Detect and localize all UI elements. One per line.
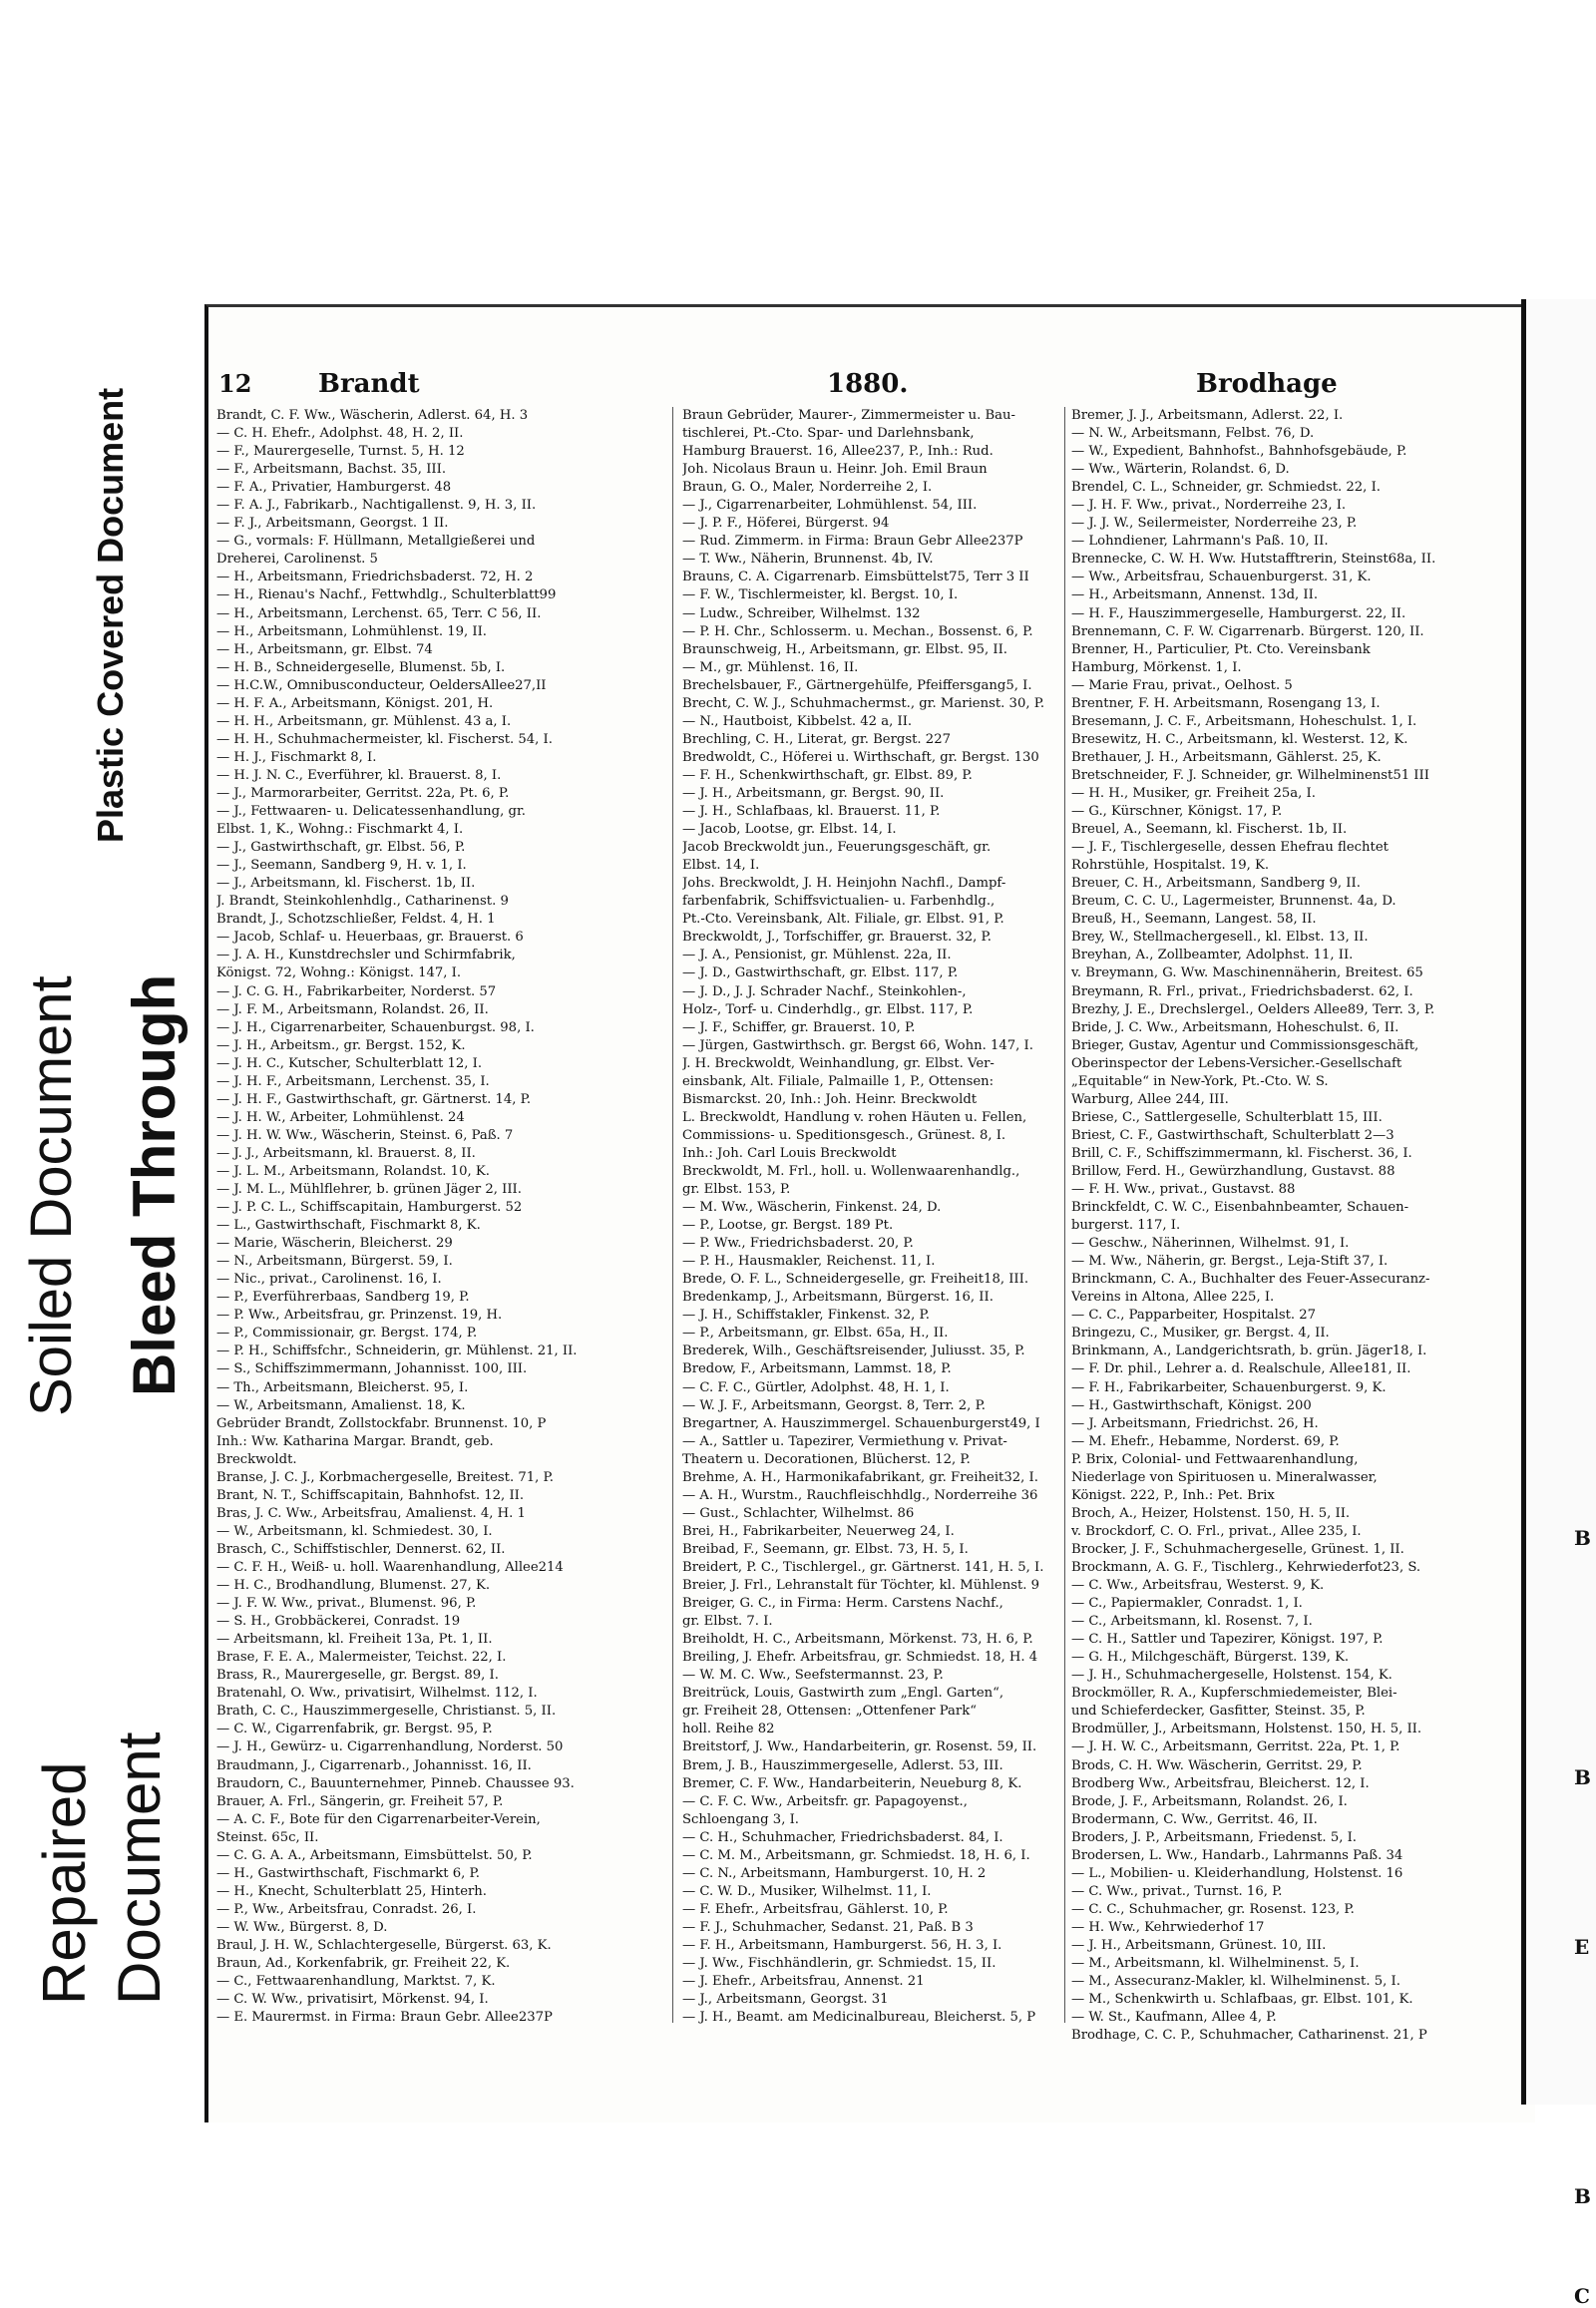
directory-entry: Steinst. 65c, II. (216, 1829, 319, 1845)
directory-entry: — C. W., Cigarrenfabrik, gr. Bergst. 95, P. (216, 1722, 493, 1737)
directory-entry: — L., Mobilien- u. Kleiderhandlung, Holstenst. 16 (1071, 1865, 1403, 1881)
directory-entry: — H., Arbeitsmann, gr. Elbst. 74 (216, 641, 433, 657)
directory-entry: Braun, Ad., Korkenfabrik, gr. Freiheit 22, K. (216, 1956, 511, 1972)
directory-entry: — P., Ww., Arbeitsfrau, Conradst. 26, I. (216, 1901, 477, 1917)
directory-entry: — Marie, Wäscherin, Bleicherst. 29 (216, 1236, 453, 1252)
directory-entry: Brinckfeldt, C. W. C., Eisenbahnbeamter, Schauen- (1071, 1200, 1409, 1216)
directory-entry: — M. Ww., Wäscherin, Finkenst. 24, D. (682, 1200, 942, 1216)
directory-entry: — G., Kürschner, Königst. 17, P. (1071, 804, 1283, 820)
directory-entry: — J. H., Beamt. am Medicinalbureau, Bleicherst. 5, P (682, 2010, 1036, 2026)
column-right (1071, 407, 1455, 2045)
directory-entry: Breyhan, A., Zollbeamter, Adolphst. 11, II. (1071, 948, 1354, 963)
directory-entry: Brennemann, C. F. W. Cigarrenarb. Bürgerst. 120, II. (1071, 623, 1424, 639)
directory-entry: Breiger, G. C., in Firma: Herm. Carstens Nachf., (682, 1596, 1003, 1612)
directory-entry: — J. H., Arbeitsmann, gr. Bergst. 90, II. (682, 785, 945, 801)
directory-entry: — P., Everführerbaas, Sandberg 19, P. (216, 1290, 470, 1306)
directory-entry: — F., Maurergeselle, Turnst. 5, H. 12 (216, 444, 465, 460)
edge-letter: B (1574, 1526, 1591, 1550)
directory-entry: Brodermann, C. Ww., Gerritst. 46, II. (1071, 1811, 1318, 1827)
directory-entry: — P., Commissionair, gr. Bergst. 174, P. (216, 1326, 478, 1342)
directory-entry: Braun Gebrüder, Maurer-, Zimmermeister u. Bau- (682, 408, 1015, 423)
directory-entry: Braul, J. H. W., Schlachtergeselle, Bürgerst. 63, K. (216, 1937, 552, 1953)
directory-entry: — J. H. F., Arbeitsmann, Lerchenst. 35, I. (216, 1073, 490, 1089)
directory-entry: L. Breckwoldt, Handlung v. rohen Häuten u. Fellen, (682, 1109, 1027, 1125)
directory-entry: Brechling, C. H., Literat, gr. Bergst. 227 (682, 731, 951, 747)
directory-entry: Bregartner, A. Hauszimmergel. Schauenburgerst49, I (682, 1415, 1040, 1431)
directory-entry: — J., Seemann, Sandberg 9, H. v. 1, I. (216, 858, 467, 874)
directory-entry: gr. Elbst. 153, P. (682, 1182, 791, 1198)
directory-entry: — G., vormals: F. Hüllmann, Metallgießerei und (216, 534, 536, 550)
directory-entry: Brandt, C. F. Ww., Wäscherin, Adlerst. 64, H. 3 (216, 408, 529, 423)
directory-entry: Holz-, Torf- u. Cinderhdlg., gr. Elbst. 117, P. (682, 1001, 974, 1017)
directory-entry: Braudorn, C., Bauunternehmer, Pinneb. Chaussee 93. (216, 1775, 575, 1791)
stamp-bleed-through: Bleed Through (121, 973, 188, 1396)
directory-entry: — F. H. Ww., privat., Gustavst. 88 (1071, 1182, 1296, 1198)
header-left-word: Brandt (318, 369, 420, 399)
directory-entry: Bratenahl, O. Ww., privatisirt, Wilhelmst. 112, I. (216, 1686, 538, 1702)
directory-entry: Hamburg Brauerst. 16, Allee237, P., Inh.: Rud. (682, 444, 994, 460)
directory-entry: J. Brandt, Steinkohlenhdlg., Catharinenst. 9 (216, 894, 509, 910)
directory-entry: Schloengang 3, I. (682, 1811, 799, 1827)
directory-entry: Brinckmann, C. A., Buchhalter des Feuer-Assecuranz- (1071, 1272, 1430, 1288)
directory-entry: Vereins in Altona, Allee 225, I. (1071, 1290, 1275, 1306)
directory-entry: Brezhy, J. E., Drechslergel., Oelders Allee89, Terr. 3, P. (1071, 1001, 1435, 1017)
directory-entry: Breymann, R. Frl., privat., Friedrichsbaderst. 62, I. (1071, 983, 1413, 999)
stamp-plastic-covered: Plastic Covered Document (90, 387, 131, 843)
stamp-repaired-line1: Repaired (31, 1761, 98, 2005)
directory-entry: Joh. Nicolaus Braun u. Heinr. Joh. Emil Braun (682, 462, 988, 478)
directory-entry: Branse, J. C. J., Korbmachergeselle, Breitest. 71, P. (216, 1469, 554, 1485)
directory-entry: farbenfabrik, Schiffsvictualien- u. Farbenhdlg., (682, 894, 996, 910)
directory-entry: — M. Ww., Näherin, gr. Bergst., Leja-Stift 37, I. (1071, 1254, 1389, 1270)
directory-entry: — Ludw., Schreiber, Wilhelmst. 132 (682, 605, 921, 621)
directory-entry: — P. Ww., Arbeitsfrau, gr. Prinzenst. 19, H. (216, 1308, 503, 1324)
directory-entry: — A. C. F., Bote für den Cigarrenarbeiter-Verein, (216, 1811, 541, 1827)
directory-entry: — H. J., Fischmarkt 8, I. (216, 749, 377, 765)
directory-entry: holl. Reihe 82 (682, 1722, 775, 1737)
directory-entry: Breitrück, Louis, Gastwirth zum „Engl. Garten“, (682, 1686, 1004, 1702)
directory-entry: Brauns, C. A. Cigarrenarb. Eimsbüttelst75, Terr 3 II (682, 570, 1029, 585)
directory-entry: — E. Maurermst. in Firma: Braun Gebr. Allee237P (216, 2010, 553, 2026)
directory-entry: — F. H., Arbeitsmann, Hamburgerst. 56, H. 3, I. (682, 1937, 1002, 1953)
directory-entry: — P. H. Chr., Schlosserm. u. Mechan., Bossenst. 6, P. (682, 623, 1033, 639)
page-header (208, 369, 1535, 403)
directory-entry: Brocker, J. F., Schuhmachergeselle, Grünest. 1, II. (1071, 1541, 1404, 1557)
directory-entry: — J. H., Arbeitsm., gr. Bergst. 152, K. (216, 1037, 466, 1053)
directory-entry: Breuß, H., Seemann, Langest. 58, II. (1071, 912, 1317, 928)
directory-entry: — H. B., Schneidergeselle, Blumenst. 5b, I. (216, 659, 506, 675)
stamp-soiled: Soiled Document (19, 975, 84, 1416)
directory-entry: — Nic., privat., Carolinenst. 16, I. (216, 1272, 442, 1288)
directory-entry: — A. H., Wurstm., Rauchfleischhdlg., Norderreihe 36 (682, 1487, 1038, 1503)
directory-entry: — C., Fettwaarenhandlung, Marktst. 7, K. (216, 1974, 496, 1990)
directory-entry: Gebrüder Brandt, Zollstockfabr. Brunnenst. 10, P (216, 1415, 547, 1431)
directory-entry: — A., Sattler u. Tapezirer, Vermiethung v. Privat- (682, 1433, 1007, 1449)
directory-entry: — Jacob, Lootse, gr. Elbst. 14, I. (682, 822, 897, 838)
directory-entry: Broders, J. P., Arbeitsmann, Friedenst. 5, I. (1071, 1829, 1357, 1845)
page-number: 12 (218, 369, 252, 398)
directory-entry: Breckwoldt, J., Torfschiffer, gr. Brauerst. 32, P. (682, 930, 992, 946)
directory-entry: Bresemann, J. C. F., Arbeitsmann, Hoheschulst. 1, I. (1071, 713, 1417, 729)
directory-entry: Brillow, Ferd. H., Gewürzhandlung, Gustavst. 88 (1071, 1163, 1396, 1179)
directory-entry: — J. H., Schlafbaas, kl. Brauerst. 11, P. (682, 804, 941, 820)
directory-entry: Brennecke, C. W. H. Ww. Hutstafftrerin, Steinst68a, II. (1071, 552, 1436, 568)
directory-entry: Breiling, J. Ehefr. Arbeitsfrau, gr. Schmiedst. 18, H. 4 (682, 1650, 1038, 1666)
directory-entry: Braun, G. O., Maler, Norderreihe 2, I. (682, 480, 933, 496)
directory-entry: Königst. 222, P., Inh.: Pet. Brix (1071, 1487, 1275, 1503)
directory-entry: — C. G. A. A., Arbeitsmann, Eimsbüttelst. 50, P. (216, 1847, 533, 1863)
directory-entry: — F. A. J., Fabrikarb., Nachtigallenst. 9, H. 3, II. (216, 498, 537, 514)
directory-entry: Inh.: Ww. Katharina Margar. Brandt, geb. (216, 1433, 494, 1449)
directory-entry: Brentner, F. H. Arbeitsmann, Rosengang 13, I. (1071, 695, 1381, 711)
directory-entry: — J., Cigarrenarbeiter, Lohmühlenst. 54, III. (682, 498, 978, 514)
directory-entry: — J. Arbeitsmann, Friedrichst. 26, H. (1071, 1415, 1319, 1431)
directory-entry: — W. Ww., Bürgerst. 8, D. (216, 1919, 388, 1935)
directory-entry: Brass, R., Maurergeselle, gr. Bergst. 89, I. (216, 1668, 499, 1684)
directory-entry: — J., Arbeitsmann, kl. Fischerst. 1b, II. (216, 876, 476, 892)
directory-entry: Braunschweig, H., Arbeitsmann, gr. Elbst. 95, II. (682, 641, 1007, 657)
directory-entry: — J. J., Arbeitsmann, kl. Brauerst. 8, II. (216, 1145, 476, 1161)
edge-letter: C (1574, 2284, 1590, 2308)
directory-entry: Brehme, A. H., Harmonikafabrikant, gr. Freiheit32, I. (682, 1469, 1038, 1485)
directory-entry: — J. H. C., Kutscher, Schulterblatt 12, I. (216, 1055, 483, 1071)
directory-entry: Brauer, A. Frl., Sängerin, gr. Freiheit 57, P. (216, 1793, 504, 1809)
directory-entry: — M., Schenkwirth u. Schlafbaas, gr. Elbst. 101, K. (1071, 1992, 1413, 2008)
directory-entry: — J. P. C. L., Schiffscapitain, Hamburgerst. 52 (216, 1200, 523, 1216)
directory-entry: v. Breymann, G. Ww. Maschinennäherin, Breitest. 65 (1071, 965, 1423, 981)
directory-entry: Brodmüller, J., Arbeitsmann, Holstenst. 150, H. 5, II. (1071, 1722, 1422, 1737)
directory-entry: — J. H., Schiffstakler, Finkenst. 32, P. (682, 1308, 930, 1324)
directory-entry: tischlerei, Pt.-Cto. Spar- und Darlehnsbank, (682, 426, 975, 442)
directory-entry: Bringezu, C., Musiker, gr. Bergst. 4, II. (1071, 1326, 1330, 1342)
directory-entry: — H., Arbeitsmann, Lohmühlenst. 19, II. (216, 623, 487, 639)
directory-entry: Brockmöller, R. A., Kupferschmiedemeister, Blei- (1071, 1686, 1397, 1702)
directory-entry: — Ww., Arbeitsfrau, Schauenburgerst. 31, K. (1071, 570, 1372, 585)
edge-letter: E (1574, 1935, 1590, 1959)
directory-entry: Brodhage, C. C. P., Schuhmacher, Catharinenst. 21, P (1071, 2028, 1427, 2044)
directory-entry: Breckwoldt. (216, 1451, 297, 1467)
directory-entry: Brill, C. F., Schiffszimmermann, kl. Fischerst. 36, I. (1071, 1145, 1412, 1161)
directory-entry: Brei, H., Fabrikarbeiter, Neuerweg 24, I. (682, 1523, 955, 1539)
directory-entry: — F. Dr. phil., Lehrer a. d. Realschule, Allee181, II. (1071, 1361, 1411, 1377)
directory-entry: — P. Ww., Friedrichsbaderst. 20, P. (682, 1236, 914, 1252)
directory-entry: — M. Ehefr., Hebamme, Norderst. 69, P. (1071, 1433, 1340, 1449)
directory-entry: — J. H., Arbeitsmann, Grünest. 10, III. (1071, 1937, 1327, 1953)
directory-entry: Brase, F. E. A., Malermeister, Teichst. 22, I. (216, 1650, 507, 1666)
directory-entry: — H., Rienau's Nachf., Fettwhdlg., Schulterblatt99 (216, 587, 557, 603)
directory-entry: Breidert, P. C., Tischlergel., gr. Gärtnerst. 141, H. 5, I. (682, 1560, 1044, 1575)
directory-entry: Brederek, Wilh., Geschäftsreisender, Juliusst. 35, P. (682, 1344, 1025, 1359)
directory-entry: — J. F., Schiffer, gr. Brauerst. 10, P. (682, 1019, 916, 1035)
header-right-word: Brodhage (1196, 369, 1338, 399)
directory-entry: — W., Arbeitsmann, Amalienst. 18, K. (216, 1397, 466, 1413)
directory-entry: Brendel, C. L., Schneider, gr. Schmiedst. 22, I. (1071, 480, 1381, 496)
stamp-repaired-line2: Document (106, 1731, 173, 2005)
directory-entry: — H. H., Schuhmachermeister, kl. Fischerst. 54, I. (216, 731, 553, 747)
directory-entry: — M., Arbeitsmann, kl. Wilhelminenst. 5, I. (1071, 1956, 1360, 1972)
directory-entry: — F. Ehefr., Arbeitsfrau, Gählerst. 10, P. (682, 1901, 949, 1917)
directory-entry: Pt.-Cto. Vereinsbank, Alt. Filiale, gr. Elbst. 91, P. (682, 912, 1004, 928)
directory-entry: burgerst. 117, I. (1071, 1218, 1181, 1234)
directory-entry: — F. W., Tischlermeister, kl. Bergst. 10, I. (682, 587, 959, 603)
directory-entry: Dreherei, Carolinenst. 5 (216, 552, 378, 568)
directory-entry: Brinkmann, A., Landgerichtsrath, b. grün. Jäger18, I. (1071, 1344, 1427, 1359)
directory-entry: — C. F. C. Ww., Arbeitsfr. gr. Papagoyenst., (682, 1793, 968, 1809)
directory-entry: — N., Hautboist, Kibbelst. 42 a, II. (682, 713, 913, 729)
directory-entry: — J., Gastwirthschaft, gr. Elbst. 56, P. (216, 840, 466, 856)
directory-entry: Bretschneider, F. J. Schneider, gr. Wilhelminenst51 III (1071, 767, 1429, 783)
directory-entry: Breitstorf, J. Ww., Handarbeiterin, gr. Rosenst. 59, II. (682, 1739, 1037, 1755)
directory-entry: Inh.: Joh. Carl Louis Breckwoldt (682, 1145, 897, 1161)
directory-entry: — Marie Frau, privat., Oelhost. 5 (1071, 677, 1293, 693)
directory-entry: — H. J. N. C., Everführer, kl. Brauerst. 8, I. (216, 767, 502, 783)
directory-entry: Brode, J. F., Arbeitsmann, Rolandst. 26, I. (1071, 1793, 1348, 1809)
directory-entry: Rohrstühle, Hospitalst. 19, K. (1071, 858, 1270, 874)
directory-entry: Breier, J. Frl., Lehranstalt für Töchter, kl. Mühlenst. 9 (682, 1578, 1040, 1594)
directory-entry: Elbst. 14, I. (682, 858, 760, 874)
directory-entry: — H. H., Arbeitsmann, gr. Mühlenst. 43 a, I. (216, 713, 512, 729)
directory-entry: — C. F. C., Gürtler, Adolphst. 48, H. 1, I. (682, 1379, 950, 1395)
directory-entry: — G. H., Milchgeschäft, Bürgerst. 139, K. (1071, 1650, 1350, 1666)
directory-entry: — J. H., Schuhmachergeselle, Holstenst. 154, K. (1071, 1668, 1393, 1684)
directory-entry: Breuer, C. H., Arbeitsmann, Sandberg 9, II. (1071, 876, 1361, 892)
directory-entry: — H., Knecht, Schulterblatt 25, Hinterh. (216, 1883, 487, 1899)
directory-entry: — P. H., Hausmakler, Reichenst. 11, I. (682, 1254, 936, 1270)
next-page-edge (1521, 299, 1596, 2308)
directory-entry: — Lohndiener, Lahrmann's Paß. 10, II. (1071, 534, 1329, 550)
directory-entry: Briest, C. F., Gastwirthschaft, Schulterblatt 2—3 (1071, 1127, 1395, 1143)
directory-entry: Hamburg, Mörkenst. 1, I. (1071, 659, 1242, 675)
directory-entry: — H., Arbeitsmann, Friedrichsbaderst. 72, H. 2 (216, 570, 534, 585)
directory-entry: Warburg, Allee 244, III. (1071, 1091, 1229, 1107)
directory-entry: — C. N., Arbeitsmann, Hamburgerst. 10, H. 2 (682, 1865, 987, 1881)
directory-entry: Oberinspector der Lebens-Versicher.-Gesellschaft (1071, 1055, 1402, 1071)
directory-entry: und Schieferdecker, Gasfitter, Steinst. 35, P. (1071, 1704, 1366, 1720)
directory-entry: Brods, C. H. Ww. Wäscherin, Gerritst. 29, P. (1071, 1757, 1363, 1773)
directory-entry: Brant, N. T., Schiffscapitain, Bahnhofst. 12, II. (216, 1487, 525, 1503)
directory-entry: Brandt, J., Schotzschließer, Feldst. 4, H. 1 (216, 912, 496, 928)
directory-entry: — P. H., Schiffsfchr., Schneiderin, gr. Mühlenst. 21, II. (216, 1344, 578, 1359)
directory-entry: — F., Arbeitsmann, Bachst. 35, III. (216, 462, 447, 478)
directory-entry: — M., Assecuranz-Makler, kl. Wilhelminenst. 5, I. (1071, 1974, 1400, 1990)
directory-entry: Brasch, C., Schiffstischler, Dennerst. 62, II. (216, 1541, 506, 1557)
directory-entry: — F. H., Fabrikarbeiter, Schauenburgerst. 9, K. (1071, 1379, 1387, 1395)
directory-entry: — T. Ww., Näherin, Brunnenst. 4b, IV. (682, 552, 934, 568)
directory-entry: — W. M. C. Ww., Seefstermannst. 23, P. (682, 1668, 944, 1684)
directory-entry: — J. H. W. C., Arbeitsmann, Gerritst. 22a, Pt. 1, P. (1071, 1739, 1400, 1755)
directory-entry: Brethauer, J. H., Arbeitsmann, Gählerst. 25, K. (1071, 749, 1382, 765)
directory-entry: — H. H., Musiker, gr. Freiheit 25a, I. (1071, 785, 1316, 801)
directory-entry: Brechelsbauer, F., Gärtnergehülfe, Pfeiffersgang5, I. (682, 677, 1032, 693)
directory-entry: — W., Expedient, Bahnhofst., Bahnhofsgebäude, P. (1071, 444, 1407, 460)
directory-entry: Elbst. 1, K., Wohng.: Fischmarkt 4, I. (216, 822, 464, 838)
directory-entry: — S. H., Grobbäckerei, Conradst. 19 (216, 1614, 461, 1630)
directory-entry: Brem, J. B., Hauszimmergeselle, Adlerst. 53, III. (682, 1757, 1003, 1773)
directory-entry: — H. F. A., Arbeitsmann, Königst. 201, H. (216, 695, 494, 711)
directory-entry: — Gust., Schlachter, Wilhelmst. 86 (682, 1505, 915, 1521)
directory-entry: — M., gr. Mühlenst. 16, II. (682, 659, 859, 675)
directory-entry: — C., Papiermakler, Conradst. 1, I. (1071, 1596, 1303, 1612)
directory-entry: Braudmann, J., Cigarrenarb., Johannisst. 16, II. (216, 1757, 532, 1773)
directory-entry: — C. C., Papparbeiter, Hospitalst. 27 (1071, 1308, 1317, 1324)
directory-entry: gr. Freiheit 28, Ottensen: „Ottenfener Park“ (682, 1704, 977, 1720)
directory-entry: „Equitable“ in New-York, Pt.-Cto. W. S. (1071, 1073, 1329, 1089)
directory-entry: Breuel, A., Seemann, kl. Fischerst. 1b, II. (1071, 822, 1348, 838)
directory-entry: — W. St., Kaufmann, Allee 4, P. (1071, 2010, 1277, 2026)
directory-entry: — N. W., Arbeitsmann, Felbst. 76, D. (1071, 426, 1315, 442)
directory-entry: — W., Arbeitsmann, kl. Schmiedest. 30, I. (216, 1523, 493, 1539)
directory-entry: — Arbeitsmann, kl. Freiheit 13a, Pt. 1, II. (216, 1632, 493, 1648)
directory-entry: Niederlage von Spirituosen u. Mineralwasser, (1071, 1469, 1378, 1485)
directory-entry: Bredow, F., Arbeitsmann, Lammst. 18, P. (682, 1361, 952, 1377)
directory-entry: gr. Elbst. 7. I. (682, 1614, 773, 1630)
directory-entry: Königst. 72, Wohng.: Königst. 147, I. (216, 965, 462, 981)
directory-entry: Bismarckst. 20, Inh.: Joh. Heinr. Breckwoldt (682, 1091, 978, 1107)
edge-letter: B (1574, 1765, 1591, 1789)
directory-entry: — L., Gastwirthschaft, Fischmarkt 8, K. (216, 1218, 481, 1234)
directory-entry: einsbank, Alt. Filiale, Palmaille 1, P., Ottensen: (682, 1073, 995, 1089)
directory-entry: Bredwoldt, C., Höferei u. Wirthschaft, gr. Bergst. 130 (682, 749, 1039, 765)
header-year: 1880. (827, 369, 909, 399)
directory-entry: Broch, A., Heizer, Holstenst. 150, H. 5, II. (1071, 1505, 1351, 1521)
directory-entry: Brieger, Gustav, Agentur und Commissionsgeschäft, (1071, 1037, 1419, 1053)
directory-entry: — P., Lootse, gr. Bergst. 189 Pt. (682, 1218, 894, 1234)
directory-entry: — J. F. W. Ww., privat., Blumenst. 96, P. (216, 1596, 477, 1612)
directory-entry: — F. H., Schenkwirthschaft, gr. Elbst. 89, P. (682, 767, 973, 783)
directory-entry: — Jürgen, Gastwirthsch. gr. Bergst 66, Wohn. 147, I. (682, 1037, 1033, 1053)
directory-page (204, 304, 1535, 2122)
directory-entry: — J. C. G. H., Fabrikarbeiter, Norderst. 57 (216, 983, 497, 999)
column-left (216, 407, 605, 2027)
edge-letter: B (1574, 2184, 1591, 2208)
directory-entry: Bresewitz, H. C., Arbeitsmann, kl. Westerst. 12, K. (1071, 731, 1408, 747)
directory-entry: — J. M. L., Mühlflehrer, b. grünen Jäger 2, III. (216, 1182, 522, 1198)
directory-entry: — J. D., J. J. Schrader Nachf., Steinkohlen-, (682, 983, 967, 999)
directory-entry: — J. L. M., Arbeitsmann, Rolandst. 10, K. (216, 1163, 490, 1179)
directory-entry: — J. P. F., Höferei, Bürgerst. 94 (682, 516, 890, 532)
directory-entry: Brockmann, A. G. F., Tischlerg., Kehrwiederfot23, S. (1071, 1560, 1421, 1575)
directory-entry: — J. Ehefr., Arbeitsfrau, Annenst. 21 (682, 1974, 925, 1990)
directory-entry: Jacob Breckwoldt jun., Feuerungsgeschäft, gr. (682, 840, 992, 856)
directory-entry: — W. J. F., Arbeitsmann, Georgst. 8, Terr. 2, P. (682, 1397, 986, 1413)
directory-entry: — F. J., Schuhmacher, Sedanst. 21, Paß. B 3 (682, 1919, 974, 1935)
directory-entry: Brenner, H., Particulier, Pt. Cto. Vereinsbank (1071, 641, 1371, 657)
directory-entry: Breibad, F., Seemann, gr. Elbst. 73, H. 5, I. (682, 1541, 969, 1557)
directory-entry: — C. Ww., Arbeitsfrau, Westerst. 9, K. (1071, 1578, 1325, 1594)
directory-entry: — Th., Arbeitsmann, Bleicherst. 95, I. (216, 1379, 469, 1395)
directory-entry: P. Brix, Colonial- und Fettwaarenhandlung, (1071, 1451, 1359, 1467)
directory-entry: — H., Arbeitsmann, Annenst. 13d, II. (1071, 587, 1319, 603)
directory-entry: — F. J., Arbeitsmann, Georgst. 1 II. (216, 516, 449, 532)
directory-entry: — N., Arbeitsmann, Bürgerst. 59, I. (216, 1254, 453, 1270)
directory-entry: Theatern u. Decorationen, Blücherst. 12, P. (682, 1451, 971, 1467)
directory-entry: — C. Ww., privat., Turnst. 16, P. (1071, 1883, 1283, 1899)
directory-entry: Breum, C. C. U., Lagermeister, Brunnenst. 4a, D. (1071, 894, 1396, 910)
directory-entry: — H. F., Hauszimmergeselle, Hamburgerst. 22, II. (1071, 605, 1406, 621)
directory-entry: — S., Schiffszimmermann, Johannisst. 100, III. (216, 1361, 528, 1377)
directory-entry: — J. F., Tischlergeselle, dessen Ehefrau flechtet (1071, 840, 1389, 856)
directory-entry: — C. W. D., Musiker, Wilhelmst. 11, I. (682, 1883, 932, 1899)
directory-entry: — J. D., Gastwirthschaft, gr. Elbst. 117, P. (682, 965, 959, 981)
directory-entry: — J. H. F., Gastwirthschaft, gr. Gärtnerst. 14, P. (216, 1091, 532, 1107)
directory-entry: — F. A., Privatier, Hamburgerst. 48 (216, 480, 452, 496)
directory-entry: — P., Arbeitsmann, gr. Elbst. 65a, H., II. (682, 1326, 949, 1342)
directory-entry: — J. H. W. Ww., Wäscherin, Steinst. 6, Paß. 7 (216, 1127, 514, 1143)
directory-entry: — J. A., Pensionist, gr. Mühlenst. 22a, II. (682, 948, 952, 963)
directory-entry: Brecht, C. W. J., Schuhmachermst., gr. Marienst. 30, P. (682, 695, 1045, 711)
directory-entry: — H. Ww., Kehrwiederhof 17 (1071, 1919, 1265, 1935)
directory-entry: J. H. Breckwoldt, Weinhandlung, gr. Elbst. Ver- (682, 1055, 995, 1071)
directory-entry: Breiholdt, H. C., Arbeitsmann, Mörkenst. 73, H. 6, P. (682, 1632, 1033, 1648)
directory-entry: Bremer, J. J., Arbeitsmann, Adlerst. 22, I. (1071, 408, 1344, 423)
directory-entry: Bride, J. C. Ww., Arbeitsmann, Hoheschulst. 6, II. (1071, 1019, 1399, 1035)
directory-entry: Brath, C. C., Hauszimmergeselle, Christianst. 5, II. (216, 1704, 557, 1720)
directory-entry: — Ww., Wärterin, Rolandst. 6, D. (1071, 462, 1290, 478)
directory-entry: Brede, O. F. L., Schneidergeselle, gr. Freiheit18, III. (682, 1272, 1029, 1288)
directory-entry: — Jacob, Schlaf- u. Heuerbaas, gr. Brauerst. 6 (216, 930, 524, 946)
directory-entry: — J., Arbeitsmann, Georgst. 31 (682, 1992, 889, 2008)
directory-entry: — C., Arbeitsmann, kl. Rosenst. 7, I. (1071, 1614, 1313, 1630)
directory-entry: Brodersen, L. Ww., Handarb., Lahrmanns Paß. 34 (1071, 1847, 1403, 1863)
directory-entry: Bras, J. C. Ww., Arbeitsfrau, Amalienst. 4, H. 1 (216, 1505, 526, 1521)
directory-entry: v. Brockdorf, C. O. Frl., privat., Allee 235, I. (1071, 1523, 1362, 1539)
directory-entry: — C. C., Schuhmacher, gr. Rosenst. 123, P. (1071, 1901, 1355, 1917)
directory-entry: — J. A. H., Kunstdrechsler und Schirmfabrik, (216, 948, 516, 963)
directory-entry: Commissions- u. Speditionsgesch., Grünest. 8, I. (682, 1127, 1006, 1143)
directory-entry: — Rud. Zimmerm. in Firma: Braun Gebr Allee237P (682, 534, 1023, 550)
directory-entry: — H., Arbeitsmann, Lerchenst. 65, Terr. C 56, II. (216, 605, 542, 621)
directory-entry: — C. H. Ehefr., Adolphst. 48, H. 2, II. (216, 426, 464, 442)
directory-entry: Bremer, C. F. Ww., Handarbeiterin, Neueburg 8, K. (682, 1775, 1022, 1791)
directory-entry: — C. F. H., Weiß- u. holl. Waarenhandlung, Allee214 (216, 1560, 564, 1575)
directory-entry: — J. F. M., Arbeitsmann, Rolandst. 26, II. (216, 1001, 489, 1017)
directory-entry: — C. H., Sattler und Tapezirer, Königst. 197, P. (1071, 1632, 1384, 1648)
column-middle (682, 407, 1066, 2027)
directory-entry: Bredenkamp, J., Arbeitsmann, Bürgerst. 16, II. (682, 1290, 994, 1306)
directory-entry: — H. C., Brodhandlung, Blumenst. 27, K. (216, 1578, 491, 1594)
column-divider (672, 407, 673, 2023)
directory-entry: Briese, C., Sattlergeselle, Schulterblatt 15, III. (1071, 1109, 1383, 1125)
directory-entry: — Geschw., Näherinnen, Wilhelmst. 91, I. (1071, 1236, 1350, 1252)
directory-entry: Brey, W., Stellmachergesell., kl. Elbst. 13, II. (1071, 930, 1369, 946)
directory-entry: — J. J. W., Seilermeister, Norderreihe 23, P. (1071, 516, 1358, 532)
directory-entry: — C. M. M., Arbeitsmann, gr. Schmiedst. 18, H. 6, I. (682, 1847, 1030, 1863)
directory-entry: Breckwoldt, M. Frl., holl. u. Wollenwaarenhandlg., (682, 1163, 1020, 1179)
directory-entry: — J. Ww., Fischhändlerin, gr. Schmiedst. 15, II. (682, 1956, 997, 1972)
directory-entry: — H., Gastwirthschaft, Fischmarkt 6, P. (216, 1865, 480, 1881)
directory-entry: — C. W. Ww., privatisirt, Mörkenst. 94, I. (216, 1992, 489, 2008)
directory-entry: — J., Marmorarbeiter, Gerritst. 22a, Pt. 6, P. (216, 785, 510, 801)
directory-entry: Brodberg Ww., Arbeitsfrau, Bleicherst. 12, I. (1071, 1775, 1370, 1791)
directory-entry: — J. H. W., Arbeiter, Lohmühlenst. 24 (216, 1109, 465, 1125)
directory-entry: — H., Gastwirthschaft, Königst. 200 (1071, 1397, 1312, 1413)
directory-entry: — J., Fettwaaren- u. Delicatessenhandlung, gr. (216, 804, 526, 820)
directory-entry: — J. H., Cigarrenarbeiter, Schauenburgst. 98, I. (216, 1019, 535, 1035)
directory-entry: — J. H. F. Ww., privat., Norderreihe 23, I. (1071, 498, 1347, 514)
directory-entry: — H.C.W., Omnibusconducteur, OeldersAllee27,II (216, 677, 547, 693)
directory-entry: Johs. Breckwoldt, J. H. Heinjohn Nachfl., Dampf- (682, 876, 1006, 892)
directory-entry: — J. H., Gewürz- u. Cigarrenhandlung, Norderst. 50 (216, 1739, 564, 1755)
directory-entry: — C. H., Schuhmacher, Friedrichsbaderst. 84, I. (682, 1829, 1003, 1845)
